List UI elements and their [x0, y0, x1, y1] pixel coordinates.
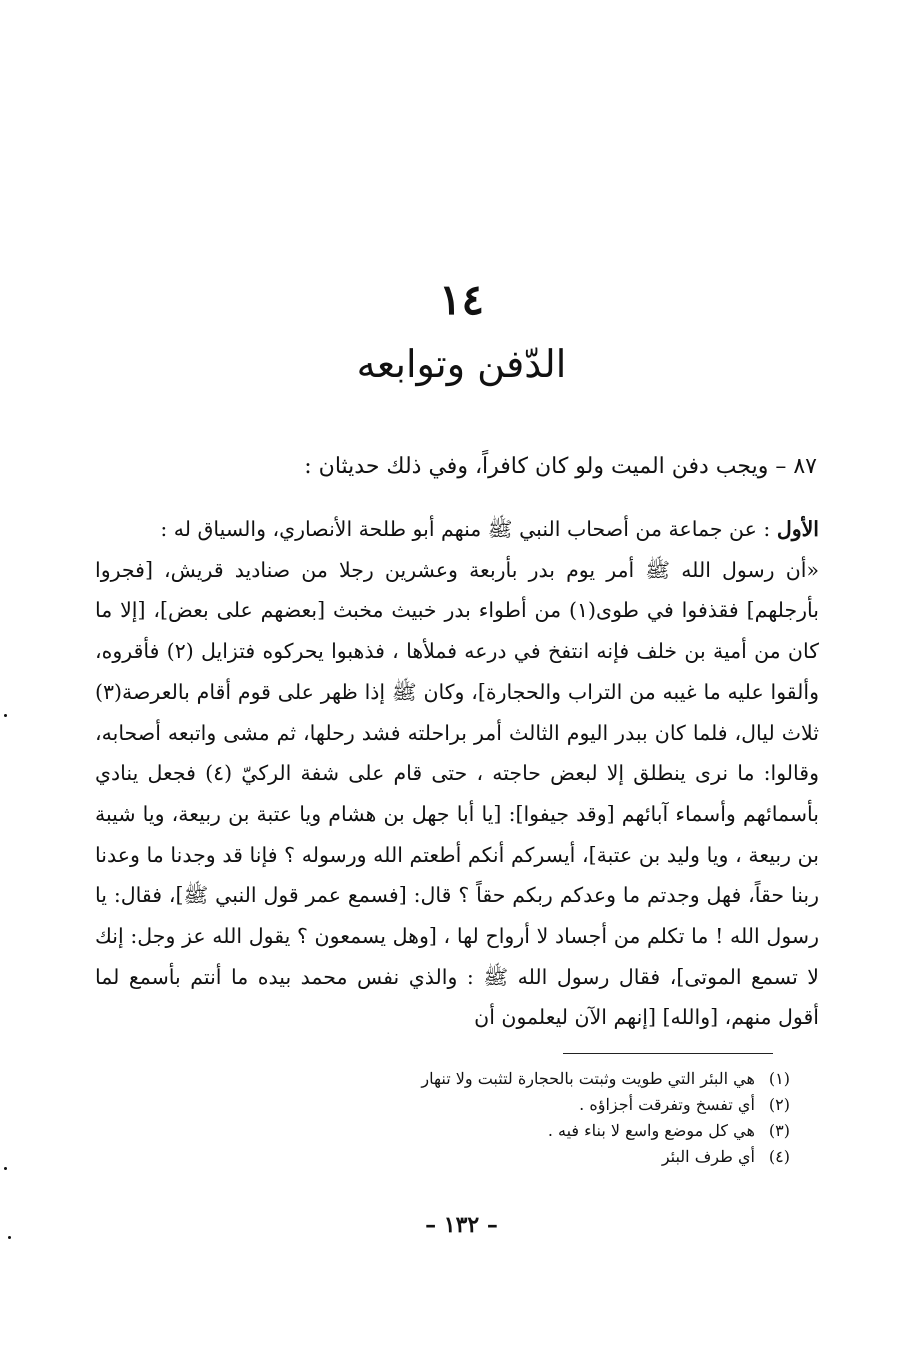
footnote-text: أي طرف البئر [661, 1147, 755, 1166]
footnote-text: أي تفسخ وتفرقت أجزاؤه . [579, 1095, 755, 1114]
footnote-item [300, 1066, 790, 1092]
footnote-item [300, 1144, 790, 1170]
page-number: – ١٣٢ – [425, 1212, 498, 1238]
footnote-item [300, 1092, 790, 1118]
footnote-number: (٢) [768, 1095, 790, 1114]
footnote-item [300, 1118, 790, 1144]
chapter-title: الدّفن وتوابعه [356, 342, 567, 386]
first-paragraph [95, 509, 819, 550]
footnote-number: (٤) [768, 1147, 790, 1166]
scan-speck [4, 714, 7, 717]
paragraph-lead: الأول [776, 517, 819, 541]
footnote-divider [563, 1053, 773, 1054]
scan-speck [4, 1167, 7, 1170]
section-heading: ٨٧ – ويجب دفن الميت ولو كان كافراً، وفي ذلك حديثان : [304, 454, 817, 479]
paragraph-first-line: : عن جماعة من أصحاب النبي ﷺ منهم أبو طلحة الأنصاري، والسياق له : [160, 517, 771, 541]
hadith-text: «أن رسول الله ﷺ أمر يوم بدر بأربعة وعشرين رجلا من صناديد قريش، [فجروا بأرجلهم] فقذفوا في طوى(١) من أطواء بدر خبيث مخبث [بعضهم على بعض]، [إلا ما كان من أمية بن خلف فإنه انتفخ في درعه فملأها ، فذهبوا يحركوه فتزايل (٢) فأقروه، وألقوا عليه ما غيبه من التراب والحجارة]، وكان ﷺ إذا ظهر على قوم أقام بالعرصة(٣) ثلاث ليال، فلما كان ببدر اليوم الثالث أمر براحلته فشد رحلها، ثم مشى واتبعه أصحابه، وقالوا: ما نرى ينطلق إلا لبعض حاجته ، حتى قام على شفة الركيّ (٤) فجعل ينادي بأسمائهم وأسماء آبائهم [وقد جيفوا]: [يا أبا جهل بن هشام ويا عتبة بن ربيعة، ويا شيبة بن ربيعة ، ويا وليد بن عتبة]، أيسركم أنكم أطعتم الله ورسوله ؟ فإنا قد وجدنا ما وعدنا ربنا حقاً، فهل وجدتم ما وعدكم ربكم حقاً ؟ قال: [فسمع عمر قول النبي ﷺ]، فقال: يا رسول الله ! ما تكلم من أجساد لا أرواح لها ، [وهل يسمعون ؟ يقول الله عز وجل: إنك لا تسمع الموتى]، فقال رسول الله ﷺ : والذي نفس محمد بيده ما أنتم بأسمع لما أقول منهم، [والله] [إنهم الآن ليعلمون أن [95, 557, 820, 1030]
footnotes-list [300, 1066, 790, 1170]
footnote-text: هي كل موضع واسع لا بناء فيه . [547, 1121, 755, 1140]
footnote-number: (١) [768, 1069, 790, 1088]
scan-speck [8, 1236, 11, 1239]
hadith-body [95, 509, 819, 1038]
footnote-number: (٣) [768, 1121, 790, 1140]
footnote-text: هي البئر التي طويت وثبتت بالحجارة لتثبت ولا تنهار [421, 1069, 755, 1088]
chapter-number: ١٤ [438, 275, 485, 324]
